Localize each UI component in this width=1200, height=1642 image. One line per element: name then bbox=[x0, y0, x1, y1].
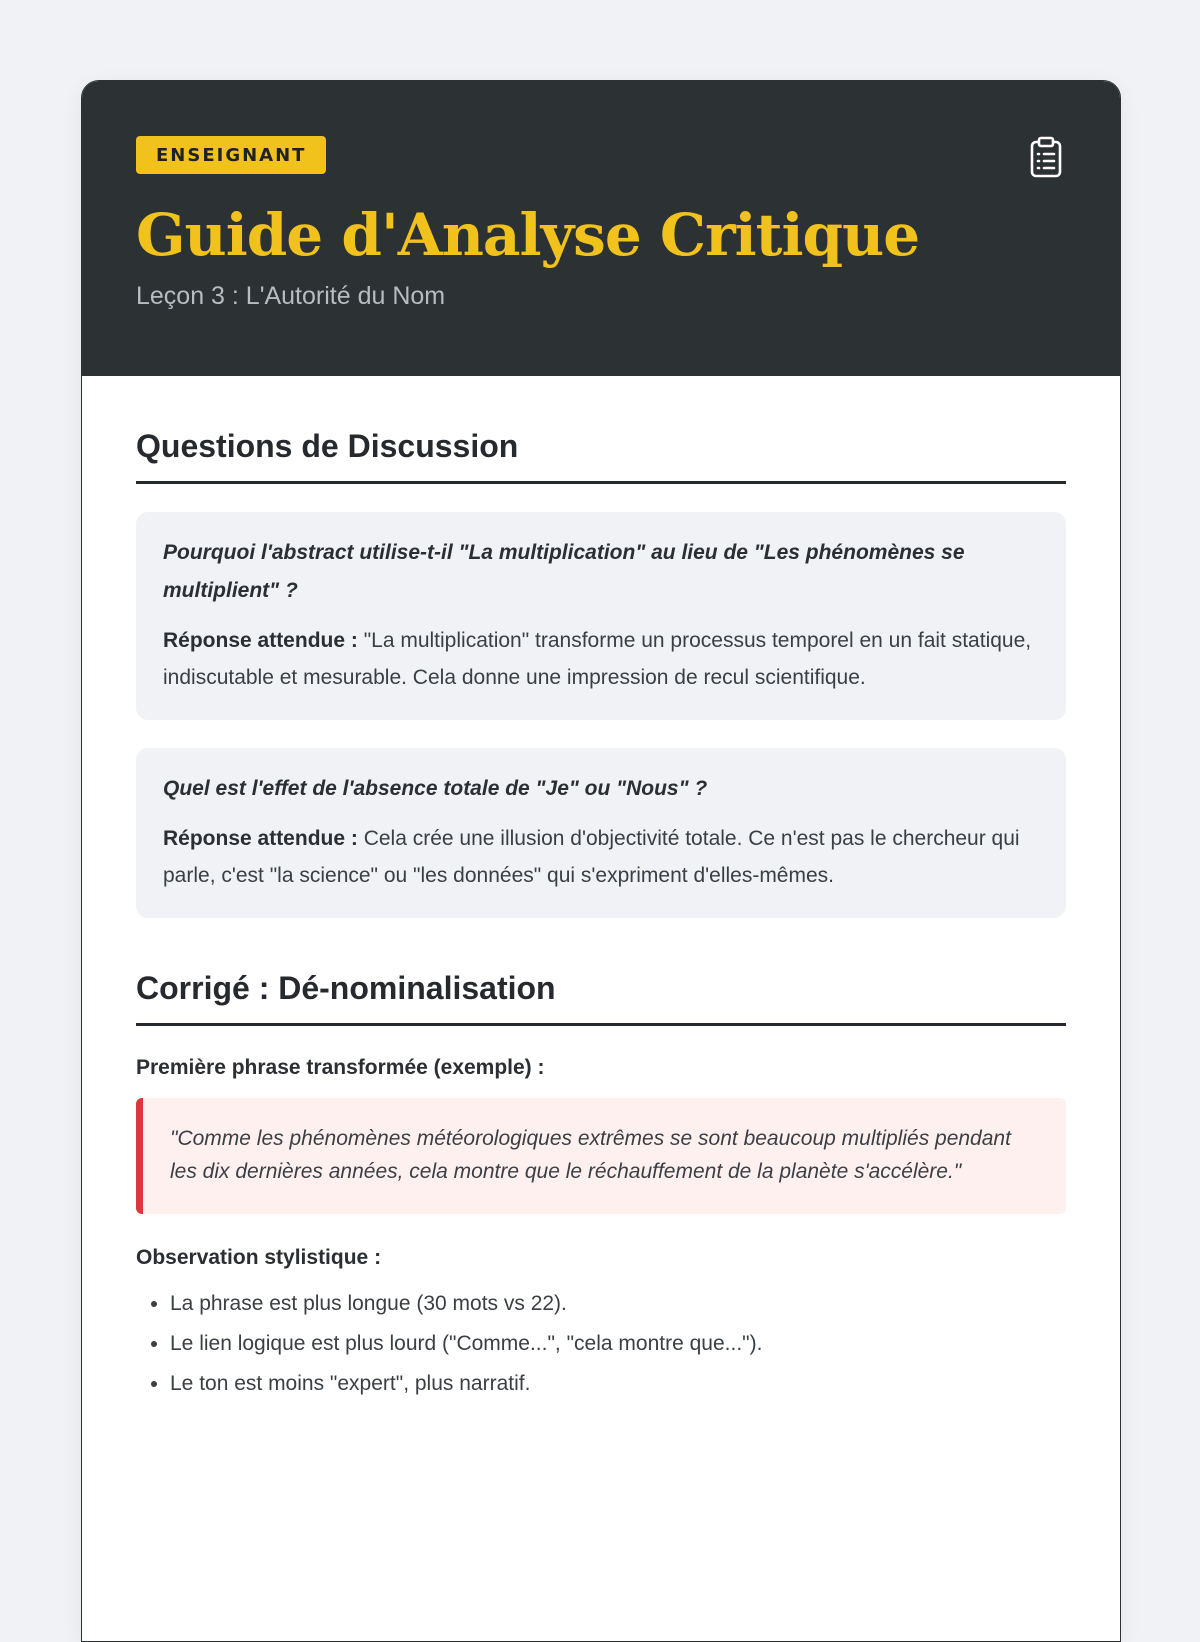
list-item: • La phrase est plus longue (30 mots vs 22). bbox=[170, 1284, 1066, 1324]
answer-label: Réponse attendue : bbox=[163, 827, 358, 850]
discussion-question-card bbox=[136, 748, 1066, 918]
card-content bbox=[82, 376, 1120, 1404]
question-text: Pourquoi l'abstract utilise-t-il "La multiplication" au lieu de "Les phénomènes se multiplient" ? bbox=[163, 541, 965, 602]
discussion-question-card bbox=[136, 512, 1066, 720]
card-header bbox=[82, 81, 1120, 376]
expected-answer bbox=[163, 820, 1039, 894]
example-label: Première phrase transformée (exemple) : bbox=[136, 1056, 545, 1079]
role-badge: ENSEIGNANT bbox=[136, 136, 326, 174]
answer-text: Cela crée une illusion d'objectivité totale. Ce n'est pas le chercheur qui parle, c'est "la science" ou "les données" qui s'expriment d'elles-mêmes. bbox=[163, 827, 1020, 887]
observation-label: Observation stylistique : bbox=[136, 1246, 382, 1269]
page-title: Guide d'Analyse Critique bbox=[136, 201, 920, 269]
list-item: • Le lien logique est plus lourd ("Comme...", "cela montre que..."). bbox=[170, 1324, 1066, 1364]
answer-text: "La multiplication" transforme un processus temporel en un fait statique, indiscutable et mesurable. Cela donne une impression de recul scientifique. bbox=[163, 629, 1032, 689]
answer-label: Réponse attendue : bbox=[163, 629, 358, 652]
observation-list bbox=[136, 1284, 1066, 1404]
lesson-subtitle: Leçon 3 : L'Autorité du Nom bbox=[136, 282, 446, 310]
question-text: Quel est l'effet de l'absence totale de "Je" ou "Nous" ? bbox=[163, 777, 708, 800]
discussion-section-title: Questions de Discussion bbox=[136, 428, 1066, 484]
list-item: • Le ton est moins "expert", plus narratif. bbox=[170, 1364, 1066, 1404]
clipboard-list-icon[interactable] bbox=[1026, 135, 1066, 179]
example-quote: "Comme les phénomènes météorologiques extrêmes se sont beaucoup multipliés pendant les dix dernières années, cela montre que le réchauffement de la planète s'accélère." bbox=[136, 1098, 1066, 1214]
corrige-section bbox=[136, 970, 1066, 1404]
expected-answer bbox=[163, 622, 1039, 696]
guide-card bbox=[81, 80, 1121, 1642]
corrige-section-title: Corrigé : Dé-nominalisation bbox=[136, 970, 1066, 1026]
